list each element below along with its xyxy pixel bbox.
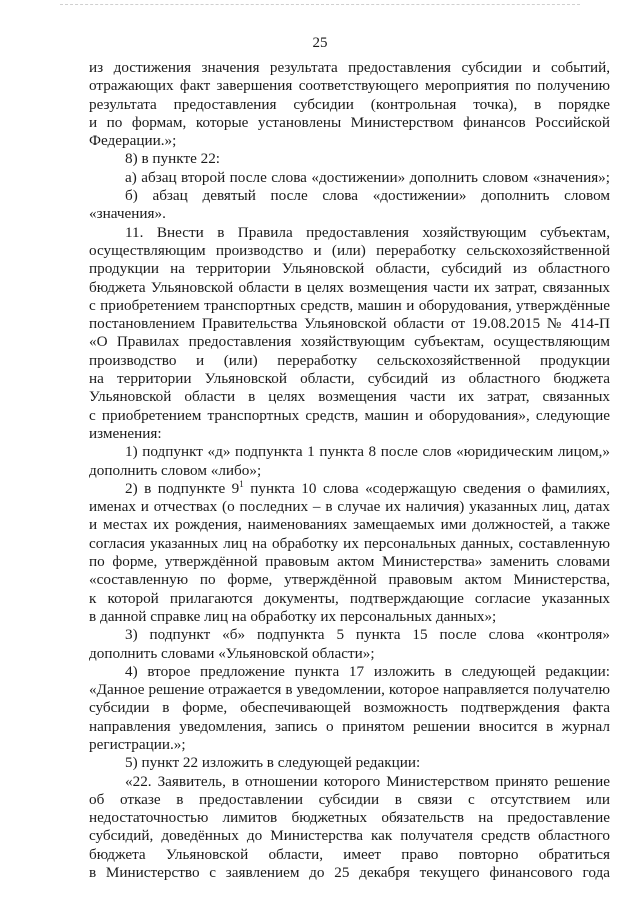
text-line: «Данное решение отражается в уведомлении, которое направляется получателю [89, 681, 610, 699]
text-line: 4) второе предложение пункта 17 изложить в следующей редакции: [125, 662, 610, 680]
text-line: осуществляющим производство и (или) переработку сельскохозяйственной [89, 241, 610, 259]
text-line: на территории Ульяновской области, субсидий из областного бюджета [89, 370, 610, 388]
text-segment: пункта 10 слова «содержащую сведения о фамилиях, [243, 479, 610, 497]
text-line: б) абзац девятый после слова «достижении» дополнить словом [125, 187, 610, 205]
text-line: отражающих факт завершения соответствующего мероприятия по получению [89, 77, 610, 95]
text-line: а) абзац второй после слова «достижении» дополнить словом «значения»; [125, 168, 610, 186]
text-line: 11. Внести в Правила предоставления хозяйствующим субъектам, [125, 223, 610, 241]
page-number: 25 [312, 35, 328, 51]
text-line: из достижения значения результата предоставления субсидии и событий, [89, 59, 610, 76]
text-line: «О Правилах предоставления хозяйствующим субъектам, осуществляющим [89, 333, 610, 351]
text-line: недостаточностью лимитов бюджетных обязательств на предоставление [89, 809, 610, 827]
text-line: субсидий, доведённых до Министерства как получателя средств областного [89, 827, 610, 845]
text-line: к которой прилагаются документы, подтверждающие согласие указанных [89, 589, 610, 607]
text-line: бюджета Ульяновской области, имеет право повторно обратиться [89, 845, 610, 863]
text-line: по форме, утверждённой правовым актом Министерства» заменить словами [89, 553, 610, 571]
text-line: производство и (или) переработку сельскохозяйственной продукции [89, 351, 610, 369]
text-line: регистрации.»; [89, 735, 186, 753]
text-line: результата предоставления субсидии (контрольная точка), в порядке [89, 95, 610, 113]
text-line: 5) пункт 22 изложить в следующей редакции: [125, 754, 421, 772]
text-line: дополнить словами «Ульяновской области»; [89, 644, 375, 662]
text-line: 8) в пункте 22: [125, 150, 221, 168]
superscript: 1 [239, 478, 244, 489]
text-line: Ульяновской области в целях возмещения части их затрат, связанных [89, 388, 610, 406]
text-line: и по формам, которые установлены Министерством финансов Российской [89, 113, 610, 131]
scan-edge-artifact [60, 4, 580, 6]
text-line: продукции на территории Ульяновской области, субсидий из областного [89, 260, 610, 278]
text-line: с приобретением транспортных средств, машин и оборудования», следующие [89, 406, 610, 424]
text-line: об отказе в предоставлении субсидии в связи с отсутствием или [89, 790, 610, 808]
text-line: субсидии в форме, обеспечивающей возможность подтверждения факта [89, 699, 610, 717]
text-line: с приобретением транспортных средств, машин и оборудования, утверждённые [89, 296, 610, 314]
text-line: в данной справке лиц на обработку их персональных данных»; [89, 607, 497, 625]
text-line: именах и отчествах (о последних – в случае их наличия) указанных лиц, датах [89, 498, 610, 516]
text-line: «значения». [89, 205, 166, 223]
text-line: 1) подпункт «д» подпункта 1 пункта 8 после слов «юридическим лицом,» [125, 443, 610, 461]
document-body [89, 59, 610, 882]
text-line: постановлением Правительства Ульяновской области от 19.08.2015 № 414-П [89, 315, 610, 333]
text-line: в Министерство с заявлением до 25 декабря текущего финансового года [89, 864, 610, 882]
text-line [89, 480, 610, 498]
text-segment: 2) в подпункте 9 [125, 479, 240, 497]
text-line: «22. Заявитель, в отношении которого Министерством принято решение [125, 772, 610, 790]
text-line: изменения: [89, 424, 162, 442]
text-line: и местах их рождения, наименованиях замещаемых ими должностей, а также [89, 516, 610, 534]
text-line: бюджета Ульяновской области в целях возмещения части их затрат, связанных [89, 278, 610, 296]
text-line: Федерации.»; [89, 132, 177, 150]
text-line: направления уведомления, запись о принятом решении вносится в журнал [89, 717, 610, 735]
text-line: согласия указанных лиц на обработку их персональных данных, составленную [89, 534, 610, 552]
text-line: 3) подпункт «б» подпункта 5 пункта 15 после слова «контроля» [125, 626, 610, 644]
text-line: дополнить словом «либо»; [89, 461, 262, 479]
text-line: «составленную по форме, утверждённой правовым актом Министерства, [89, 571, 610, 589]
